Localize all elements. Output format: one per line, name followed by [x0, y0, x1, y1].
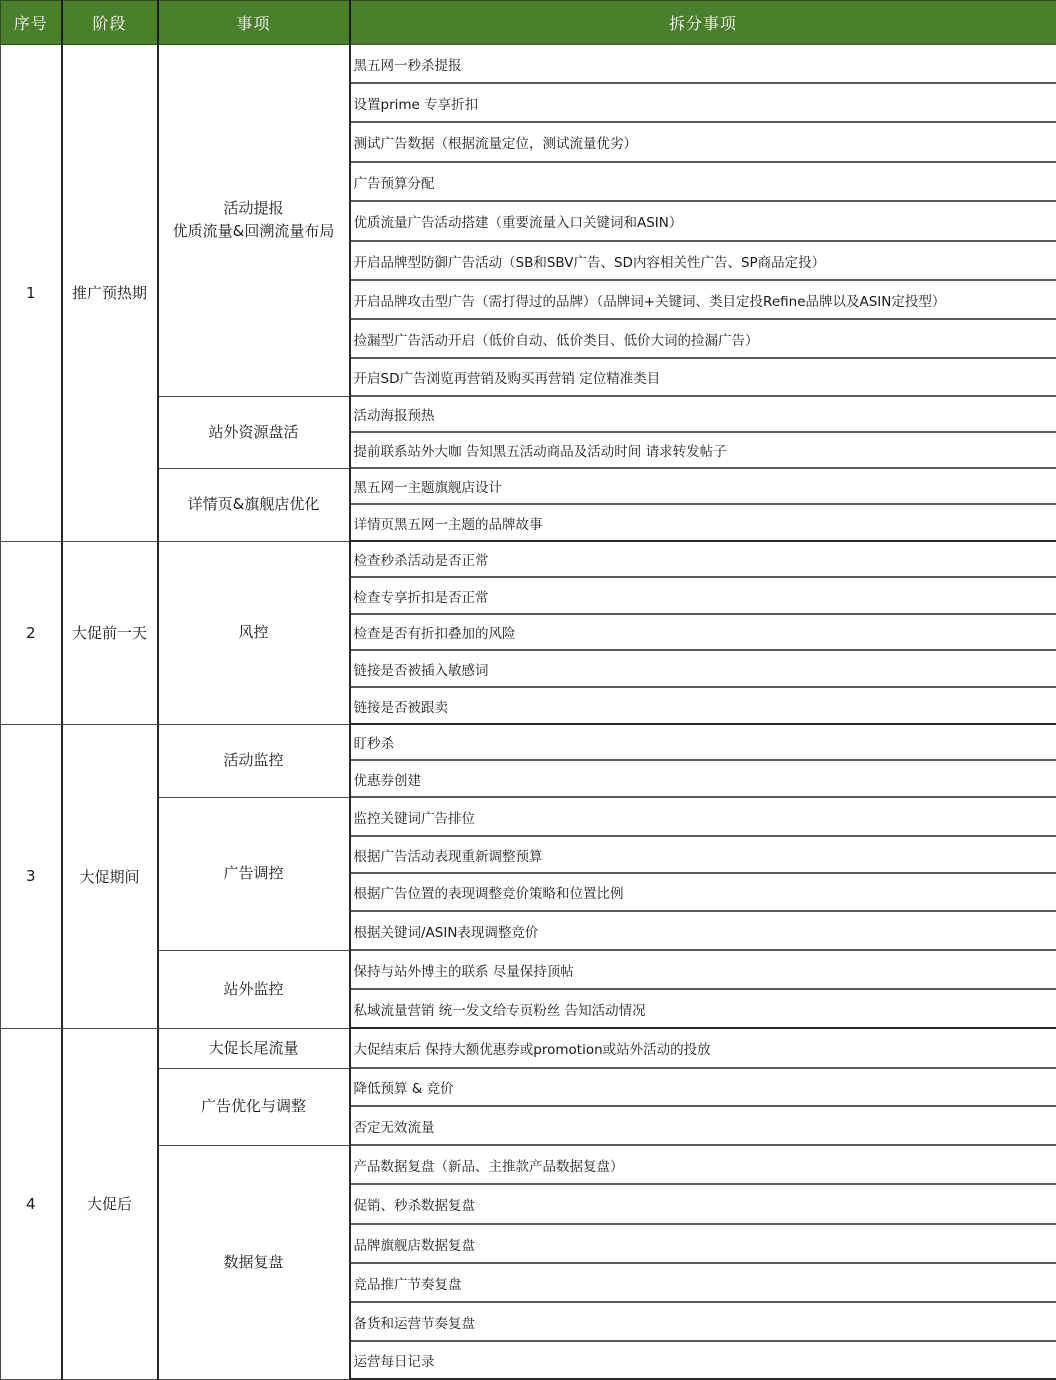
sub-item-cell: 根据广告位置的表现调整竞价策略和位置比例: [350, 873, 1056, 911]
item-name-line: 风控: [159, 621, 349, 644]
header-item: 事项: [158, 1, 350, 45]
sub-item-cell: 开启品牌型防御广告活动（SB和SBV广告、SD内容相关性广告、SP商品定投）: [350, 241, 1056, 280]
table-row: [1, 1145, 1056, 1184]
table-row: [1, 44, 1056, 83]
item-cell: [158, 724, 350, 797]
sub-item-cell: 根据广告活动表现重新调整预算: [350, 836, 1056, 873]
sub-item-cell: 广告预算分配: [350, 162, 1056, 201]
sub-item-cell: 黑五网一主题旗舰店设计: [350, 468, 1056, 504]
sub-item-cell: 提前联系站外大咖 告知黑五活动商品及活动时间 请求转发帖子: [350, 432, 1056, 468]
table-row: [1, 396, 1056, 432]
header-sub: 拆分事项: [350, 1, 1056, 45]
item-name-line: 广告调控: [159, 862, 349, 885]
sub-item-cell: 产品数据复盘（新品、主推款产品数据复盘）: [350, 1145, 1056, 1184]
item-cell: [158, 1145, 350, 1379]
sub-item-cell: 测试广告数据（根据流量定位，测试流量优劣）: [350, 122, 1056, 162]
sub-item-cell: 降低预算 & 竞价: [350, 1068, 1056, 1106]
sub-item-cell: 促销、秒杀数据复盘: [350, 1184, 1056, 1224]
item-name-line: 活动监控: [159, 749, 349, 772]
item-name-line: 站外监控: [159, 978, 349, 1001]
item-name-line: 大促长尾流量: [159, 1037, 349, 1060]
sub-item-cell: 链接是否被跟卖: [350, 687, 1056, 724]
table-row: [1, 541, 1056, 577]
item-name-line: 数据复盘: [159, 1251, 349, 1274]
header-phase: 阶段: [62, 1, 158, 45]
item-name-line: 活动提报: [159, 197, 349, 220]
sub-item-cell: 保持与站外博主的联系 尽量保持顶帖: [350, 950, 1056, 989]
table-row: [1, 950, 1056, 989]
sub-item-cell: 开启品牌攻击型广告（需打得过的品牌）（品牌词+关键词、类目定投Refine品牌以及ASIN定投型）: [350, 280, 1056, 319]
phase-cell: 大促前一天: [62, 541, 158, 724]
sub-item-cell: 大促结束后 保持大额优惠券或promotion或站外活动的投放: [350, 1028, 1056, 1068]
item-name-line: 广告优化与调整: [159, 1095, 349, 1118]
sub-item-cell: 检查是否有折扣叠加的风险: [350, 614, 1056, 650]
sub-item-cell: 根据关键词/ASIN表现调整竞价: [350, 911, 1056, 950]
sub-item-cell: 设置prime 专享折扣: [350, 83, 1056, 122]
item-cell: [158, 950, 350, 1028]
sub-item-cell: 私域流量营销 统一发文给专页粉丝 告知活动情况: [350, 989, 1056, 1028]
row-number: 1: [1, 44, 62, 541]
item-cell: [158, 1028, 350, 1068]
row-number: 2: [1, 541, 62, 724]
phase-cell: 大促期间: [62, 724, 158, 1028]
table-row: [1, 797, 1056, 836]
table-row: [1, 1068, 1056, 1106]
sub-item-cell: 优惠券创建: [350, 760, 1056, 797]
item-cell: [158, 396, 350, 468]
item-cell: [158, 44, 350, 396]
header-row: [1, 1, 1056, 45]
header-num: 序号: [1, 1, 62, 45]
item-name-line: 详情页&旗舰店优化: [159, 493, 349, 516]
sub-item-cell: 备货和运营节奏复盘: [350, 1302, 1056, 1341]
sub-item-cell: 黑五网一秒杀提报: [350, 44, 1056, 83]
sub-item-cell: 捡漏型广告活动开启（低价自动、低价类目、低价大词的捡漏广告）: [350, 319, 1056, 358]
phase-cell: 推广预热期: [62, 44, 158, 541]
table-row: [1, 1028, 1056, 1068]
item-cell: [158, 1068, 350, 1145]
sub-item-cell: 运营每日记录: [350, 1341, 1056, 1379]
plan-body: [1, 44, 1056, 1379]
sub-item-cell: 详情页黑五网一主题的品牌故事: [350, 504, 1056, 541]
table-row: [1, 468, 1056, 504]
sub-item-cell: 活动海报预热: [350, 396, 1056, 432]
sub-item-cell: 优质流量广告活动搭建（重要流量入口关键词和ASIN）: [350, 201, 1056, 241]
table-row: [1, 724, 1056, 760]
sub-item-cell: 竞品推广节奏复盘: [350, 1263, 1056, 1302]
sub-item-cell: 开启SD广告浏览再营销及购买再营销 定位精准类目: [350, 358, 1056, 396]
item-cell: [158, 797, 350, 950]
item-cell: [158, 541, 350, 724]
sub-item-cell: 监控关键词广告排位: [350, 797, 1056, 836]
item-name-line: 优质流量&回溯流量布局: [159, 220, 349, 243]
item-cell: [158, 468, 350, 541]
phase-cell: 大促后: [62, 1028, 158, 1379]
sub-item-cell: 否定无效流量: [350, 1106, 1056, 1145]
row-number: 3: [1, 724, 62, 1028]
sub-item-cell: 检查专享折扣是否正常: [350, 577, 1056, 614]
sub-item-cell: 检查秒杀活动是否正常: [350, 541, 1056, 577]
row-number: 4: [1, 1028, 62, 1379]
sub-item-cell: 品牌旗舰店数据复盘: [350, 1224, 1056, 1263]
item-name-line: 站外资源盘活: [159, 421, 349, 444]
sub-item-cell: 盯秒杀: [350, 724, 1056, 760]
sub-item-cell: 链接是否被插入敏感词: [350, 650, 1056, 687]
